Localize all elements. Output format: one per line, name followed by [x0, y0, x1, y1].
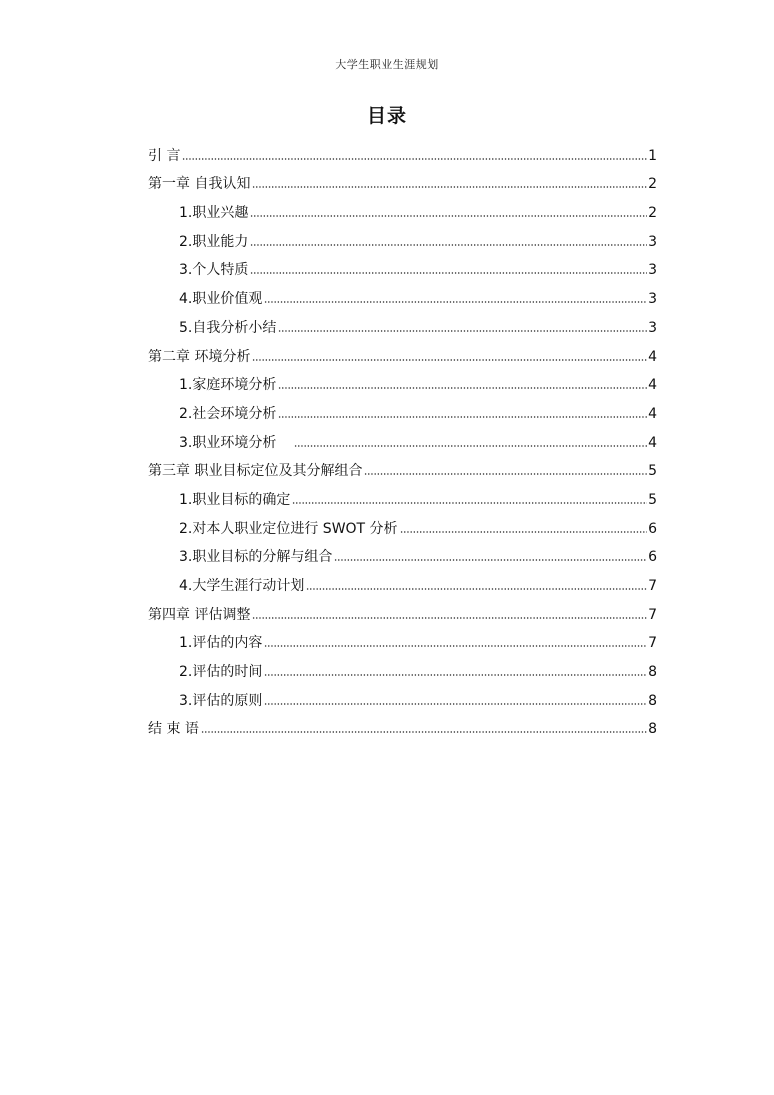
toc-dot-leader	[278, 386, 647, 390]
toc-dot-leader	[294, 444, 647, 448]
toc-subsection-entry[interactable]	[148, 570, 657, 599]
toc-page-number: 6	[648, 549, 657, 566]
toc-entry-label: 3.职业环境分析	[179, 434, 277, 451]
toc-subsection-entry[interactable]	[148, 628, 657, 657]
toc-page-number: 4	[648, 377, 657, 394]
toc-entry-label: 2.社会环境分析	[179, 405, 277, 422]
toc-entry-label: 5.自我分析小结	[179, 319, 277, 336]
toc-entry-label: 2.对本人职业定位进行 SWOT 分析	[179, 520, 398, 537]
toc-page-number: 3	[648, 262, 657, 279]
toc-dot-leader	[400, 530, 647, 534]
toc-dot-leader	[264, 300, 647, 304]
toc-entry-label: 结 束 语	[148, 721, 199, 738]
toc-chapter-entry[interactable]	[148, 456, 657, 485]
toc-page-number: 7	[648, 606, 657, 623]
toc-page-number: 2	[648, 176, 657, 193]
toc-entry-label: 3.评估的原则	[179, 692, 263, 709]
toc-entry-label: 2.职业能力	[179, 233, 249, 250]
toc-chapter-entry[interactable]	[148, 341, 657, 370]
toc-entry-label: 第二章 环境分析	[148, 348, 251, 365]
toc-dot-leader	[252, 616, 647, 620]
toc-page-number: 5	[648, 491, 657, 508]
toc-page-number: 3	[648, 291, 657, 308]
toc-entry-label: 3.职业目标的分解与组合	[179, 549, 333, 566]
toc-chapter-entry[interactable]	[148, 599, 657, 628]
toc-dot-leader	[278, 329, 647, 333]
toc-entry-label: 1.职业兴趣	[179, 205, 249, 222]
toc-page-number: 7	[648, 635, 657, 652]
toc-dot-leader	[278, 415, 647, 419]
toc-page-number: 4	[648, 434, 657, 451]
toc-subsection-entry[interactable]	[148, 283, 657, 312]
toc-subsection-entry[interactable]	[148, 542, 657, 571]
toc-dot-leader	[252, 185, 647, 189]
toc-subsection-entry[interactable]	[148, 513, 657, 542]
toc-page-number: 8	[648, 692, 657, 709]
toc-subsection-entry[interactable]	[148, 656, 657, 685]
toc-subsection-entry[interactable]	[148, 370, 657, 399]
toc-subsection-entry[interactable]	[148, 685, 657, 714]
toc-subsection-entry[interactable]	[148, 226, 657, 255]
toc-dot-leader	[264, 673, 647, 677]
toc-page-number: 5	[648, 463, 657, 480]
toc-dot-leader	[364, 472, 647, 476]
toc-dot-leader	[264, 644, 647, 648]
toc-dot-leader	[250, 271, 647, 275]
toc-subsection-entry[interactable]	[148, 398, 657, 427]
toc-chapter-entry[interactable]	[148, 140, 657, 169]
toc-entry-label: 1.家庭环境分析	[179, 377, 277, 394]
toc-dot-leader	[182, 157, 647, 161]
toc-title: 目录	[366, 105, 407, 127]
table-of-contents	[148, 140, 657, 742]
toc-subsection-entry[interactable]	[148, 484, 657, 513]
toc-entry-label: 引 言	[148, 147, 181, 164]
toc-dot-leader	[264, 702, 647, 706]
toc-page-number: 8	[648, 664, 657, 681]
toc-page-number: 6	[648, 520, 657, 537]
toc-page-number: 7	[648, 578, 657, 594]
toc-dot-leader	[292, 501, 647, 505]
toc-entry-label: 3.个人特质	[179, 262, 249, 279]
toc-entry-label: 第三章 职业目标定位及其分解组合	[148, 463, 363, 480]
toc-page-number: 3	[648, 233, 657, 250]
toc-subsection-entry[interactable]	[148, 427, 657, 456]
toc-entry-label: 4.大学生涯行动计划	[179, 578, 305, 594]
toc-page-number: 8	[648, 721, 657, 738]
toc-entry-label: 2.评估的时间	[179, 664, 263, 681]
toc-page-number: 3	[648, 319, 657, 336]
toc-subsection-entry[interactable]	[148, 255, 657, 284]
toc-page-number: 2	[648, 205, 657, 222]
toc-dot-leader	[334, 558, 647, 562]
toc-entry-label: 1.职业目标的确定	[179, 491, 291, 508]
toc-dot-leader	[252, 358, 647, 362]
toc-dot-leader	[250, 214, 647, 218]
running-header: 大学生职业生涯规划	[335, 58, 439, 71]
toc-entry-label: 1.评估的内容	[179, 635, 263, 652]
toc-chapter-entry[interactable]	[148, 714, 657, 743]
toc-chapter-entry[interactable]	[148, 169, 657, 198]
toc-dot-leader	[201, 730, 647, 734]
toc-entry-label: 4.职业价值观	[179, 291, 263, 308]
toc-entry-label: 第一章 自我认知	[148, 176, 251, 193]
toc-subsection-entry[interactable]	[148, 312, 657, 341]
toc-dot-leader	[250, 243, 647, 247]
toc-entry-label: 第四章 评估调整	[148, 606, 251, 623]
toc-page-number: 1	[648, 147, 657, 164]
toc-page-number: 4	[648, 405, 657, 422]
toc-subsection-entry[interactable]	[148, 197, 657, 226]
toc-page-number: 4	[648, 348, 657, 365]
toc-dot-leader	[306, 587, 647, 591]
